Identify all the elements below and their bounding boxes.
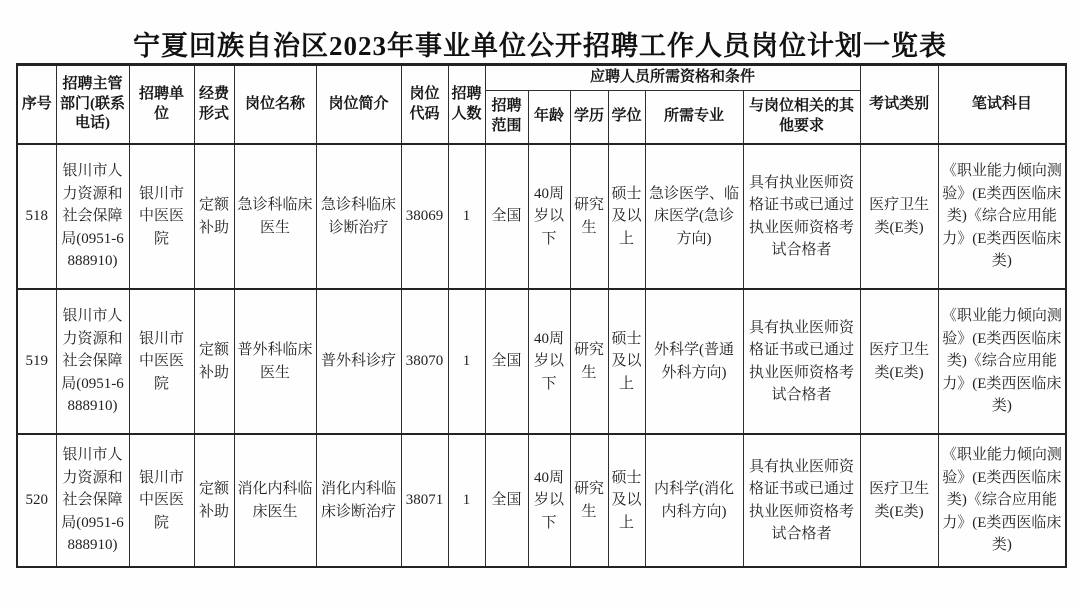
cell-written-subjects: 《职业能力倾向测验》(E类西医临床类)《综合应用能力》(E类西医临床类) [938,289,1066,434]
cell-degree: 硕士及以上 [608,144,645,289]
col-header-degree: 学位 [608,90,645,144]
col-header-seq: 序号 [17,65,56,145]
cell-degree: 硕士及以上 [608,289,645,434]
cell-dept: 银川市人力资源和社会保障局(0951-6888910) [56,434,129,567]
cell-post-intro: 急诊科临床诊断治疗 [316,144,401,289]
cell-written-subjects: 《职业能力倾向测验》(E类西医临床类)《综合应用能力》(E类西医临床类) [938,144,1066,289]
cell-scope: 全国 [485,434,528,567]
cell-post-code: 38070 [401,289,448,434]
cell-education: 研究生 [570,434,608,567]
table-row [17,144,1066,289]
col-header-exam-category: 考试类别 [860,65,938,145]
page-title: 宁夏回族自治区2023年事业单位公开招聘工作人员岗位计划一览表 [133,31,947,61]
cell-headcount: 1 [448,434,485,567]
cell-unit: 银川市中医医院 [129,144,194,289]
col-header-post-intro: 岗位简介 [316,65,401,145]
cell-major: 外科学(普通外科方向) [645,289,743,434]
col-header-written-subjects: 笔试科目 [938,65,1066,145]
cell-age: 40周岁以下 [528,434,570,567]
cell-post-name: 急诊科临床医生 [234,144,316,289]
cell-age: 40周岁以下 [528,289,570,434]
cell-seq: 519 [17,289,56,434]
col-header-funding: 经费形式 [194,65,234,145]
cell-degree: 硕士及以上 [608,434,645,567]
cell-post-intro: 普外科诊疗 [316,289,401,434]
cell-post-code: 38071 [401,434,448,567]
col-header-qualifications-group: 应聘人员所需资格和条件 [485,65,860,91]
col-header-age: 年龄 [528,90,570,144]
table-row [17,434,1066,567]
cell-exam-category: 医疗卫生类(E类) [860,144,938,289]
cell-post-intro: 消化内科临床诊断治疗 [316,434,401,567]
job-plan-table [16,63,1067,568]
col-header-other-req: 与岗位相关的其他要求 [743,90,860,144]
cell-funding: 定额补助 [194,289,234,434]
col-header-major: 所需专业 [645,90,743,144]
col-header-education: 学历 [570,90,608,144]
cell-post-name: 普外科临床医生 [234,289,316,434]
cell-headcount: 1 [448,144,485,289]
col-header-post-name: 岗位名称 [234,65,316,145]
cell-post-name: 消化内科临床医生 [234,434,316,567]
col-header-scope: 招聘范围 [485,90,528,144]
cell-major: 内科学(消化内科方向) [645,434,743,567]
cell-education: 研究生 [570,144,608,289]
cell-dept: 银川市人力资源和社会保障局(0951-6888910) [56,289,129,434]
table-row [17,289,1066,434]
cell-funding: 定额补助 [194,434,234,567]
cell-exam-category: 医疗卫生类(E类) [860,434,938,567]
col-header-unit: 招聘单位 [129,65,194,145]
col-header-dept: 招聘主管部门(联系电话) [56,65,129,145]
col-header-post-code: 岗位代码 [401,65,448,145]
cell-unit: 银川市中医医院 [129,434,194,567]
cell-headcount: 1 [448,289,485,434]
cell-scope: 全国 [485,289,528,434]
cell-other-req: 具有执业医师资格证书或已通过执业医师资格考试合格者 [743,289,860,434]
header-group-row [17,65,1066,91]
cell-major: 急诊医学、临床医学(急诊方向) [645,144,743,289]
cell-seq: 520 [17,434,56,567]
cell-unit: 银川市中医医院 [129,289,194,434]
cell-written-subjects: 《职业能力倾向测验》(E类西医临床类)《综合应用能力》(E类西医临床类) [938,434,1066,567]
cell-exam-category: 医疗卫生类(E类) [860,289,938,434]
cell-other-req: 具有执业医师资格证书或已通过执业医师资格考试合格者 [743,144,860,289]
cell-funding: 定额补助 [194,144,234,289]
cell-dept: 银川市人力资源和社会保障局(0951-6888910) [56,144,129,289]
col-header-headcount: 招聘人数 [448,65,485,145]
cell-scope: 全国 [485,144,528,289]
cell-seq: 518 [17,144,56,289]
table-body [17,144,1066,567]
cell-post-code: 38069 [401,144,448,289]
cell-age: 40周岁以下 [528,144,570,289]
cell-education: 研究生 [570,289,608,434]
cell-other-req: 具有执业医师资格证书或已通过执业医师资格考试合格者 [743,434,860,567]
